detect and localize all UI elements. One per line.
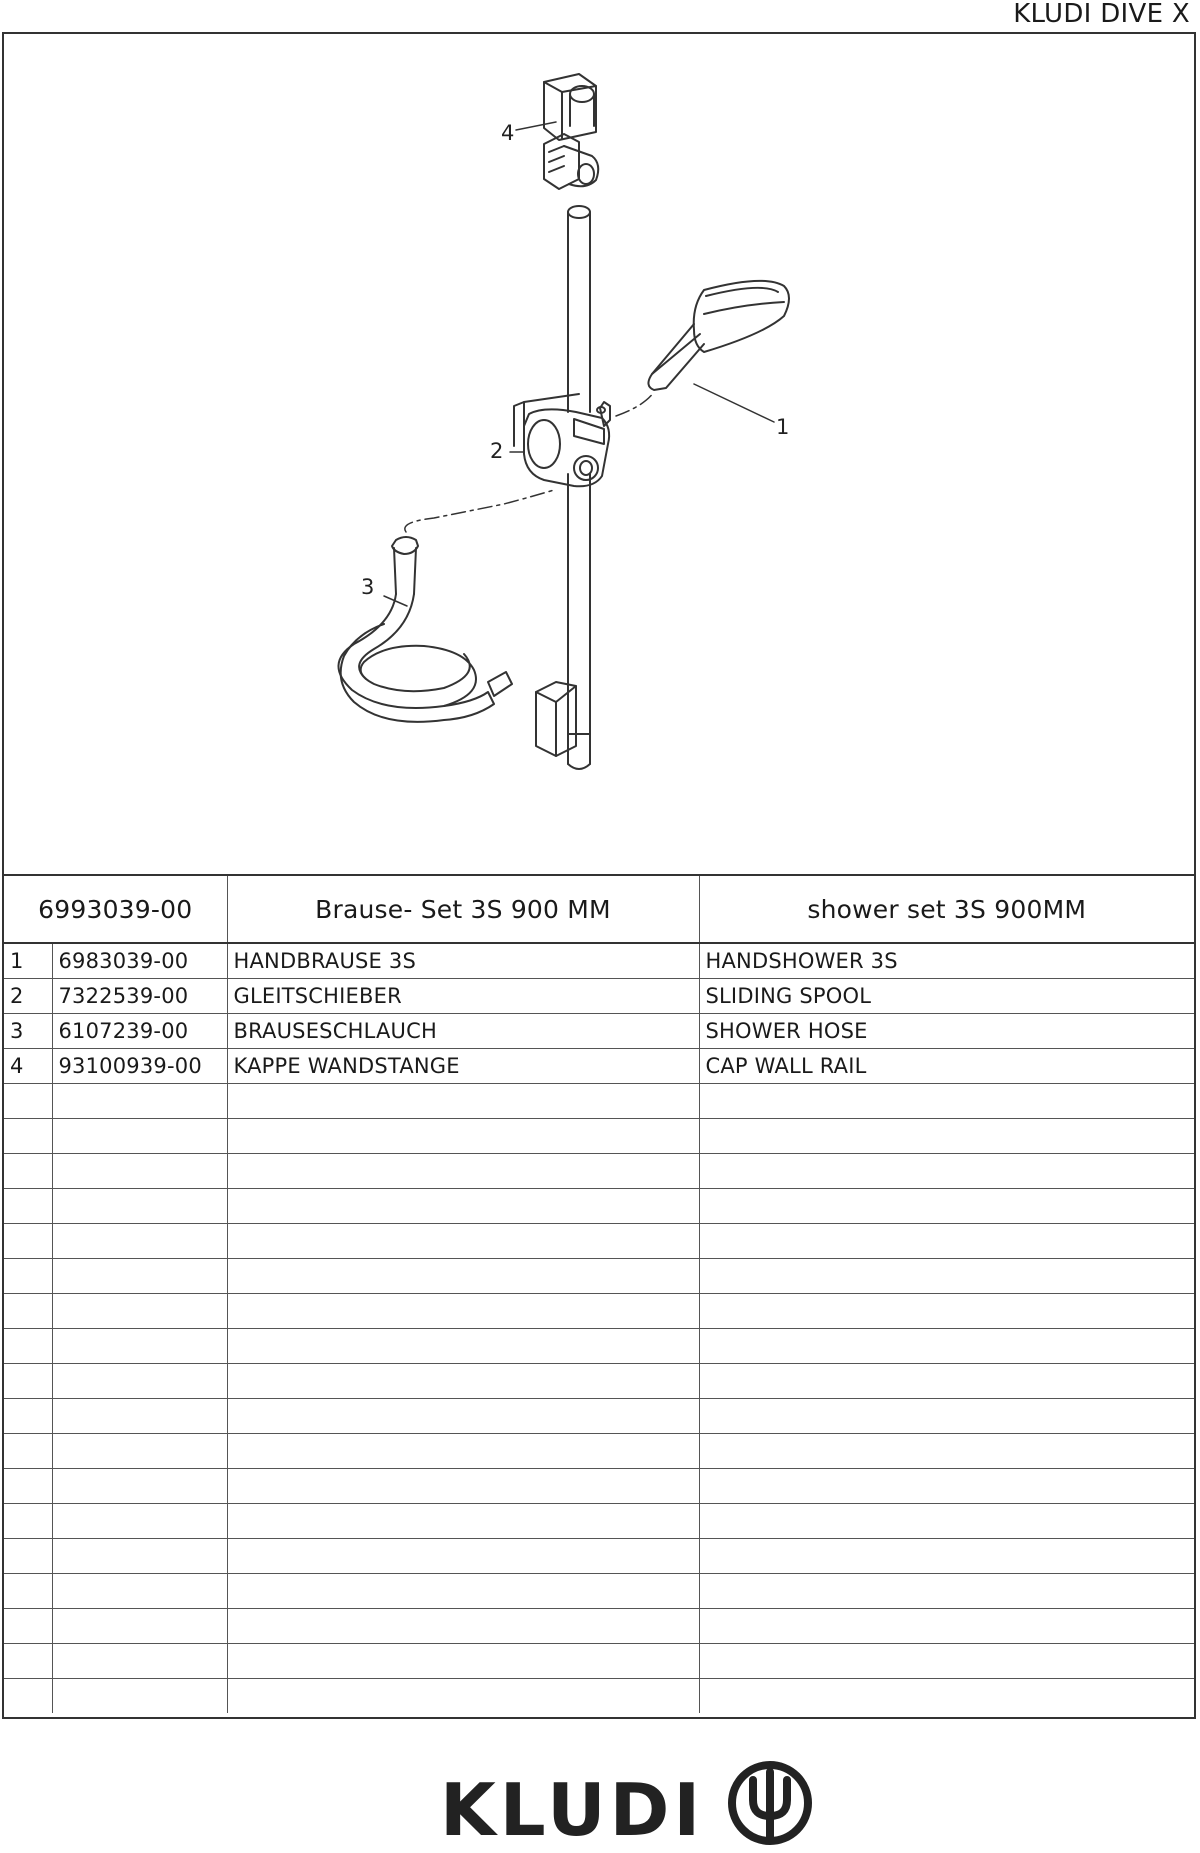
empty-cell <box>227 1364 699 1399</box>
empty-cell <box>699 1644 1194 1679</box>
empty-table-row <box>4 1644 1194 1679</box>
callout-3: 3 <box>361 575 375 599</box>
parts-sheet <box>2 32 1196 1719</box>
empty-cell <box>4 1434 52 1469</box>
empty-cell <box>4 1609 52 1644</box>
description-en-cell: SLIDING SPOOL <box>699 979 1194 1014</box>
article-cell: 7322539-00 <box>52 979 227 1014</box>
description-de-cell: KAPPE WANDSTANGE <box>227 1049 699 1084</box>
document-title: KLUDI DIVE X <box>1013 0 1190 29</box>
empty-cell <box>52 1644 227 1679</box>
empty-cell <box>699 1329 1194 1364</box>
empty-cell <box>699 1539 1194 1574</box>
empty-cell <box>52 1504 227 1539</box>
position-cell: 1 <box>4 943 52 979</box>
empty-cell <box>4 1294 52 1329</box>
empty-table-row <box>4 1609 1194 1644</box>
description-en-cell: CAP WALL RAIL <box>699 1049 1194 1084</box>
empty-cell <box>4 1399 52 1434</box>
empty-cell <box>52 1679 227 1714</box>
empty-cell <box>227 1154 699 1189</box>
empty-cell <box>699 1224 1194 1259</box>
callout-4: 4 <box>501 121 515 145</box>
empty-cell <box>227 1644 699 1679</box>
article-cell: 93100939-00 <box>52 1049 227 1084</box>
empty-cell <box>4 1469 52 1504</box>
shower-hose-part <box>338 537 512 722</box>
empty-cell <box>52 1189 227 1224</box>
empty-cell <box>227 1259 699 1294</box>
empty-table-row <box>4 1399 1194 1434</box>
empty-cell <box>52 1609 227 1644</box>
empty-cell <box>4 1084 52 1119</box>
empty-cell <box>4 1679 52 1714</box>
empty-table-row <box>4 1504 1194 1539</box>
position-cell: 2 <box>4 979 52 1014</box>
empty-cell <box>227 1294 699 1329</box>
kludi-logo-icon <box>725 1758 815 1848</box>
empty-cell <box>227 1399 699 1434</box>
empty-cell <box>52 1084 227 1119</box>
empty-cell <box>227 1679 699 1714</box>
empty-cell <box>52 1259 227 1294</box>
empty-table-row <box>4 1294 1194 1329</box>
empty-table-row <box>4 1574 1194 1609</box>
empty-cell <box>699 1154 1194 1189</box>
bottom-wall-bracket <box>536 682 576 756</box>
empty-cell <box>227 1434 699 1469</box>
exploded-drawing <box>4 34 1194 876</box>
empty-cell <box>227 1609 699 1644</box>
position-cell: 3 <box>4 1014 52 1049</box>
empty-cell <box>4 1644 52 1679</box>
empty-cell <box>227 1469 699 1504</box>
callout-1: 1 <box>776 415 790 439</box>
empty-table-row <box>4 1259 1194 1294</box>
empty-cell <box>52 1364 227 1399</box>
sliding-spool-part <box>514 394 610 486</box>
empty-cell <box>699 1609 1194 1644</box>
empty-table-row <box>4 1329 1194 1364</box>
empty-cell <box>4 1539 52 1574</box>
empty-cell <box>699 1294 1194 1329</box>
empty-table-row <box>4 1154 1194 1189</box>
empty-cell <box>227 1119 699 1154</box>
empty-cell <box>699 1574 1194 1609</box>
table-row <box>4 979 1194 1014</box>
empty-cell <box>52 1399 227 1434</box>
empty-cell <box>4 1259 52 1294</box>
empty-cell <box>4 1574 52 1609</box>
empty-cell <box>4 1189 52 1224</box>
empty-cell <box>4 1154 52 1189</box>
parts-list-table <box>4 876 1194 1713</box>
cap-wall-rail-part <box>544 74 598 189</box>
empty-cell <box>227 1329 699 1364</box>
empty-cell <box>4 1504 52 1539</box>
position-cell: 4 <box>4 1049 52 1084</box>
empty-cell <box>4 1364 52 1399</box>
empty-cell <box>699 1469 1194 1504</box>
description-de-cell: BRAUSESCHLAUCH <box>227 1014 699 1049</box>
empty-cell <box>227 1539 699 1574</box>
empty-table-row <box>4 1119 1194 1154</box>
empty-cell <box>4 1329 52 1364</box>
empty-table-row <box>4 1364 1194 1399</box>
empty-cell <box>699 1679 1194 1714</box>
article-cell: 6107239-00 <box>52 1014 227 1049</box>
empty-cell <box>52 1434 227 1469</box>
empty-cell <box>52 1469 227 1504</box>
empty-cell <box>227 1084 699 1119</box>
empty-table-row <box>4 1434 1194 1469</box>
empty-cell <box>227 1189 699 1224</box>
empty-cell <box>52 1119 227 1154</box>
empty-table-row <box>4 1679 1194 1714</box>
empty-table-row <box>4 1469 1194 1504</box>
empty-cell <box>699 1084 1194 1119</box>
description-en-cell: SHOWER HOSE <box>699 1014 1194 1049</box>
set-article-number: 6993039-00 <box>4 876 227 943</box>
empty-cell <box>52 1574 227 1609</box>
empty-cell <box>52 1224 227 1259</box>
empty-cell <box>699 1189 1194 1224</box>
empty-cell <box>227 1574 699 1609</box>
article-cell: 6983039-00 <box>52 943 227 979</box>
table-row <box>4 943 1194 979</box>
empty-cell <box>699 1434 1194 1469</box>
brand-footer <box>0 1750 1200 1853</box>
table-row <box>4 1049 1194 1084</box>
set-description-en: shower set 3S 900MM <box>699 876 1194 943</box>
empty-table-row <box>4 1224 1194 1259</box>
empty-table-row <box>4 1189 1194 1224</box>
empty-cell <box>699 1504 1194 1539</box>
empty-cell <box>52 1329 227 1364</box>
description-de-cell: HANDBRAUSE 3S <box>227 943 699 979</box>
description-de-cell: GLEITSCHIEBER <box>227 979 699 1014</box>
empty-cell <box>52 1294 227 1329</box>
empty-table-row <box>4 1084 1194 1119</box>
empty-cell <box>4 1224 52 1259</box>
empty-table-row <box>4 1539 1194 1574</box>
description-en-cell: HANDSHOWER 3S <box>699 943 1194 979</box>
empty-cell <box>227 1504 699 1539</box>
empty-cell <box>699 1119 1194 1154</box>
table-row <box>4 1014 1194 1049</box>
empty-cell <box>52 1539 227 1574</box>
table-header-row <box>4 876 1194 943</box>
set-description-de: Brause- Set 3S 900 MM <box>227 876 699 943</box>
empty-cell <box>699 1364 1194 1399</box>
shower-set-illustration <box>4 34 1194 874</box>
empty-cell <box>4 1119 52 1154</box>
empty-cell <box>699 1399 1194 1434</box>
callout-2: 2 <box>490 439 504 463</box>
handshower-part <box>648 281 789 390</box>
empty-cell <box>52 1154 227 1189</box>
empty-cell <box>699 1259 1194 1294</box>
empty-cell <box>227 1224 699 1259</box>
brand-logo-text: KLUDI <box>440 1768 705 1852</box>
